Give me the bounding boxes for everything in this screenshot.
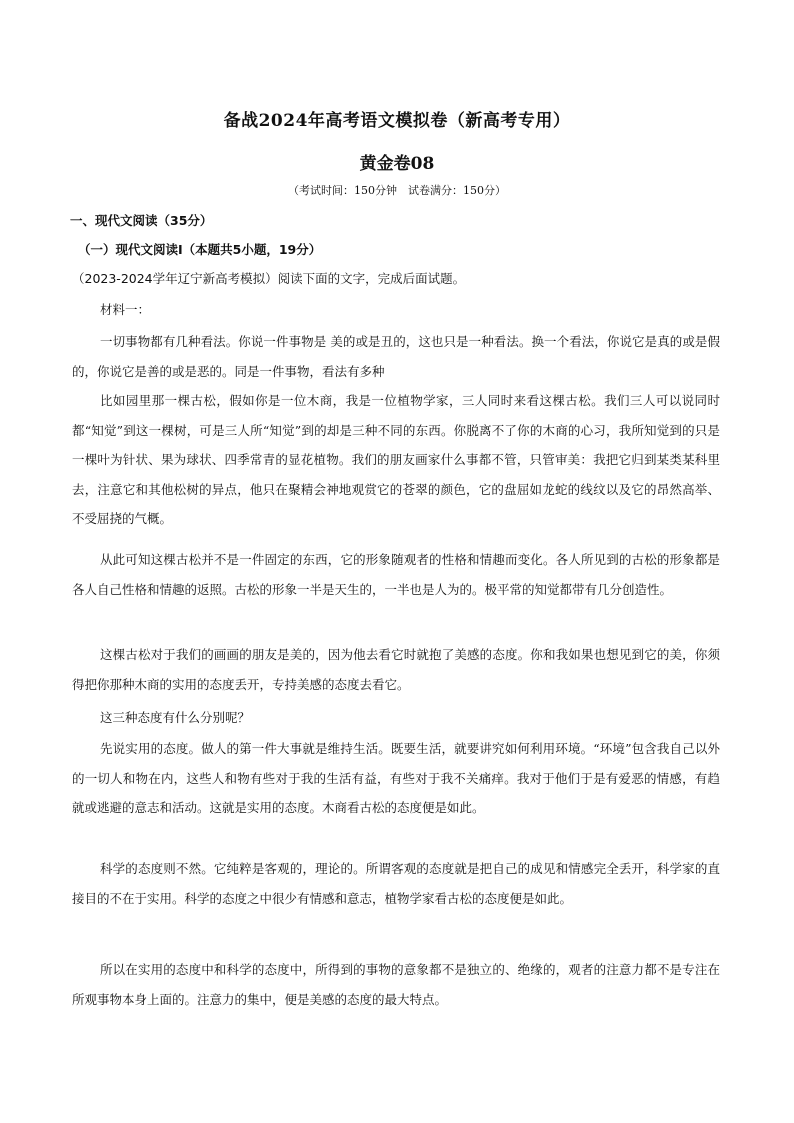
source-line: （2023-2024学年辽宁新高考模拟）阅读下面的文字，完成后面试题。 — [72, 271, 466, 286]
exam-info: （考试时间：150分钟 试卷满分：150分） — [288, 184, 506, 197]
material-label: 材料一： — [100, 302, 151, 317]
paragraph: 所以在实用的态度中和科学的态度中，所得到的事物的意象都不是独立的、绝缘的，观者的注意力都不是专注在所观事物本身上面的。注意力的集中，便是美感的态度的最大特点。 — [72, 962, 720, 1007]
paragraph: 这棵古松对于我们的画画的朋友是美的，因为他去看它时就抱了美感的态度。你和我如果也想见到它的美，你须得把你那种木商的实用的态度丢开，专持美感的态度去看它。 — [72, 647, 720, 692]
document-subtitle: 黄金卷08 — [359, 154, 435, 174]
paragraph: 科学的态度则不然。它纯粹是客观的，理论的。所谓客观的态度就是把自己的成见和情感完全丢开，科学家的直接目的不在于实用。科学的态度之中很少有情感和意志，植物学家看古松的态度便是如此。 — [72, 861, 720, 906]
sub-heading: （一）现代文阅读Ⅰ（本题共5小题，19分） — [78, 242, 322, 257]
paragraph: 一切事物都有几种看法。你说一件事物是 美的或是丑的，这也只是一种看法。换一个看法，你说它是真的或是假的，你说它是善的或是恶的。同是一件事物，看法有多种 — [72, 334, 720, 379]
paragraph: 从此可知这棵古松并不是一件固定的东西，它的形象随观者的性格和情趣而变化。各人所见到的古松的形象都是各人自己性格和情趣的返照。古松的形象一半是天生的，一半也是人为的。极平常的知觉都带有几分创造性。 — [72, 552, 720, 597]
document-title: 备战2024年高考语文模拟卷（新高考专用） — [223, 111, 571, 131]
paragraph: 比如园里那一棵古松，假如你是一位木商，我是一位植物学家，三人同时来看这棵古松。我们三人可以说同时都“知觉”到这一棵树，可是三人所“知觉”到的却是三种不同的东西。你脱离不了你的木商的心习，我所知觉到的只是一棵叶为针状、果为球状、四季常青的显花植物。我们的朋友画家什么事都不管，只管审美：我把它归到某类某科里去，注意它和其他松树的异点，他只在聚精会神地观赏它的苍翠的颜色，它的盘屈如龙蛇的线纹以及它的昂然高举、不受屈挠的气概。 — [72, 393, 720, 526]
paragraph: 这三种态度有什么分别呢？ — [100, 710, 251, 725]
section-heading: 一、现代文阅读（35分） — [70, 213, 213, 228]
paragraph: 先说实用的态度。做人的第一件大事就是维持生活。既要生活，就要讲究如何利用环境。“环境”包含我自己以外的一切人和物在内，这些人和物有些对于我的生活有益，有些对于我不关痛痒。我对于他们于是有爱恶的情感，有趋就或逃避的意志和活动。这就是实用的态度。木商看古松的态度便是如此。 — [72, 741, 720, 815]
